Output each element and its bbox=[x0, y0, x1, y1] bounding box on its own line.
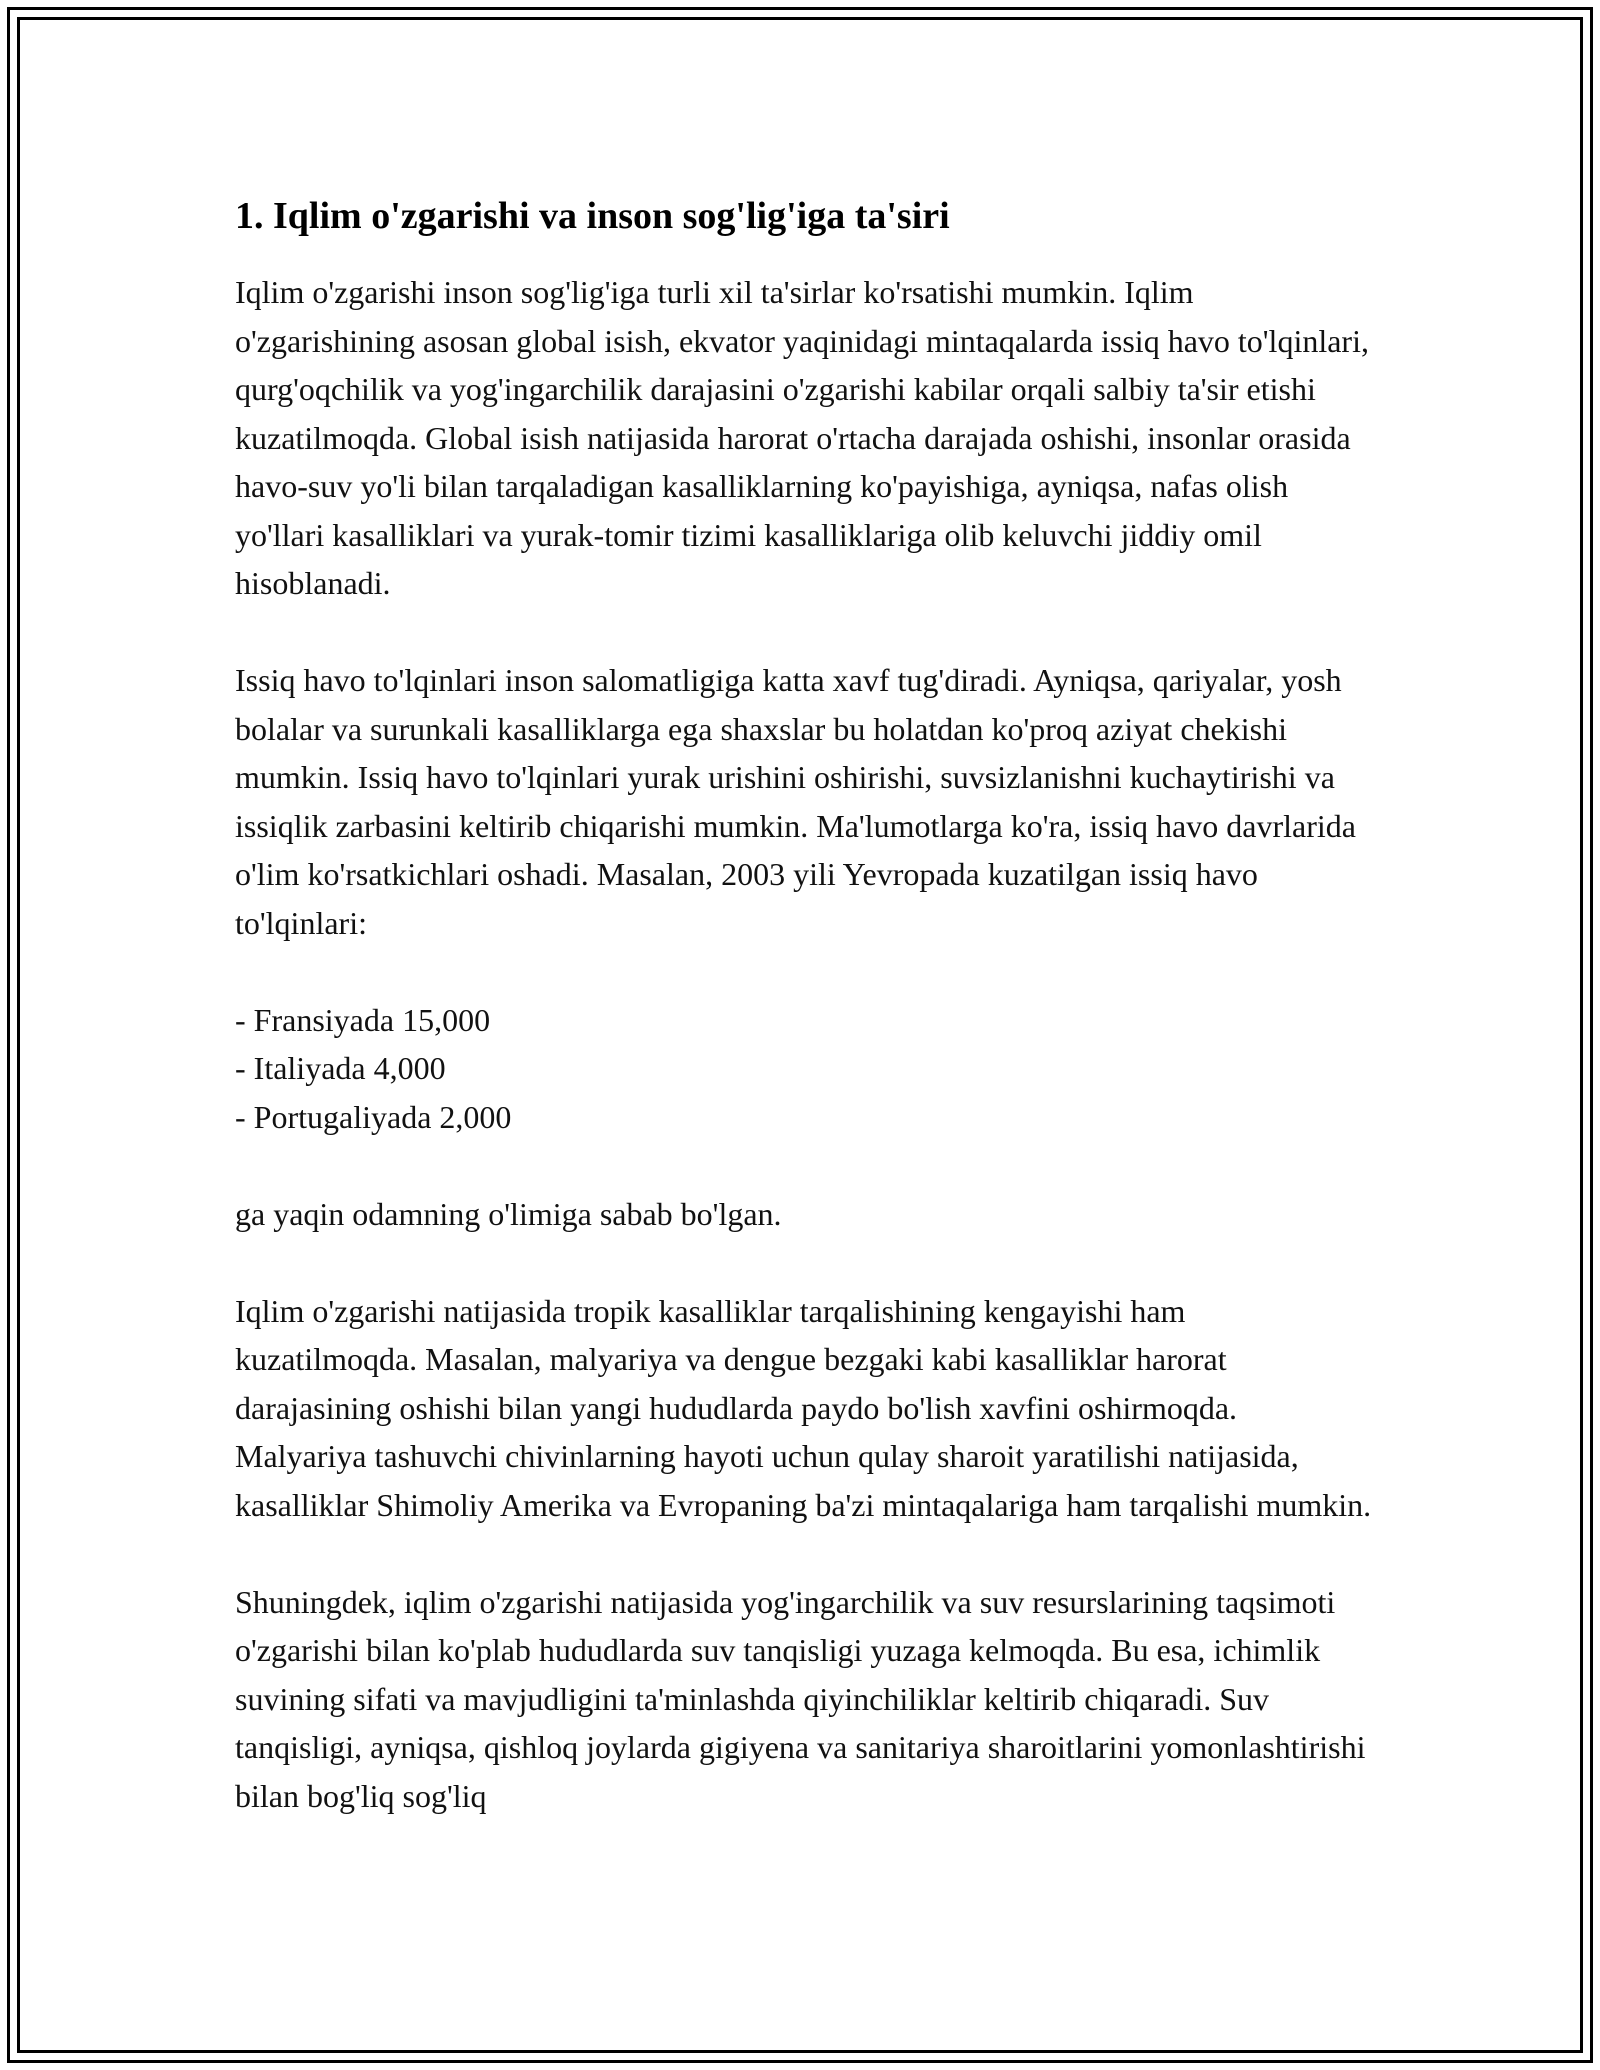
paragraph-spacer bbox=[235, 947, 1375, 996]
document-body bbox=[235, 190, 1375, 1820]
paragraph-heat-waves: Issiq havo to'lqinlari inson salomatligiga katta xavf tug'diradi. Ayniqsa, qariyalar, yosh bolalar va surunkali kasalliklarga ega shaxslar bu holatdan ko'proq aziyat chekishi mumkin. Issiq havo to'lqinlari yurak urishini oshirishi, suvsizlanishni kuchaytirishi va issiqlik zarbasini keltirib chiqarishi mumkin. Ma'lumotlarga ko'ra, issiq havo davrlarida o'lim ko'rsatkichlari oshadi. Masalan, 2003 yili Yevropada kuzatilgan issiq havo to'lqinlari: bbox=[235, 662, 1356, 941]
paragraph-tropical-diseases: Iqlim o'zgarishi natijasida tropik kasalliklar tarqalishining kengayishi ham kuzatilmoqda. Masalan, malyariya va dengue bezgaki kabi kasalliklar harorat darajasining oshishi bilan yangi hududlarda paydo bo'lish xavfini oshirmoqda. Malyariya tashuvchi chivinlarning hayoti uchun qulay sharoit yaratilishi natijasida, kasalliklar Shimoliy Amerika va Evropaning ba'zi mintaqalariga ham tarqalishi mumkin. bbox=[235, 1292, 1372, 1523]
paragraph-list-conclusion: ga yaqin odamning o'limiga sabab bo'lgan. bbox=[235, 1195, 782, 1232]
paragraph-climate-health-intro: Iqlim o'zgarishi inson sog'lig'iga turli xil ta'sirlar ko'rsatishi mumkin. Iqlim o'zgarishining asosan global isish, ekvator yaqinidagi mintaqalarda issiq havo to'lqinlari, qurg'oqchilik va yog'ingarchilik darajasini o'zgarishi kabilar orqali salbiy ta'sir etishi kuzatilmoqda. Global isish natijasida harorat o'rtacha darajada oshishi, insonlar orasida havo-suv yo'li bilan tarqaladigan kasalliklarning ko'payishiga, ayniqsa, nafas olish yo'llari kasalliklari va yurak-tomir tizimi kasalliklariga olib keluvchi jiddiy omil hisoblanadi. bbox=[235, 274, 1369, 601]
heatwave-deaths-list bbox=[235, 996, 1375, 1142]
paragraph-spacer bbox=[235, 1529, 1375, 1578]
paragraph-spacer bbox=[235, 1141, 1375, 1190]
section-title: 1. Iqlim o'zgarishi va inson sog'lig'iga ta'siri bbox=[235, 195, 950, 237]
list-item-italy: - Italiyada 4,000 bbox=[235, 1050, 446, 1086]
paragraph-spacer bbox=[235, 608, 1375, 657]
list-item-portugal: - Portugaliyada 2,000 bbox=[235, 1098, 512, 1135]
paragraph-water-scarcity: Shuningdek, iqlim o'zgarishi natijasida yog'ingarchilik va suv resurslarining taqsimoti o'zgarishi bilan ko'plab hududlarda suv tanqisligi yuzaga kelmoqda. Bu esa, ichimlik suvining sifati va mavjudligini ta'minlashda qiyinchiliklar keltirib chiqaradi. Suv tanqisligi, ayniqsa, qishloq joylarda gigiyena va sanitariya sharoitlarini yomonlashtirishi bilan bog'liq sog'liq bbox=[235, 1583, 1366, 1814]
list-item-france: - Fransiyada 15,000 bbox=[235, 1001, 491, 1038]
paragraph-spacer bbox=[235, 1238, 1375, 1287]
